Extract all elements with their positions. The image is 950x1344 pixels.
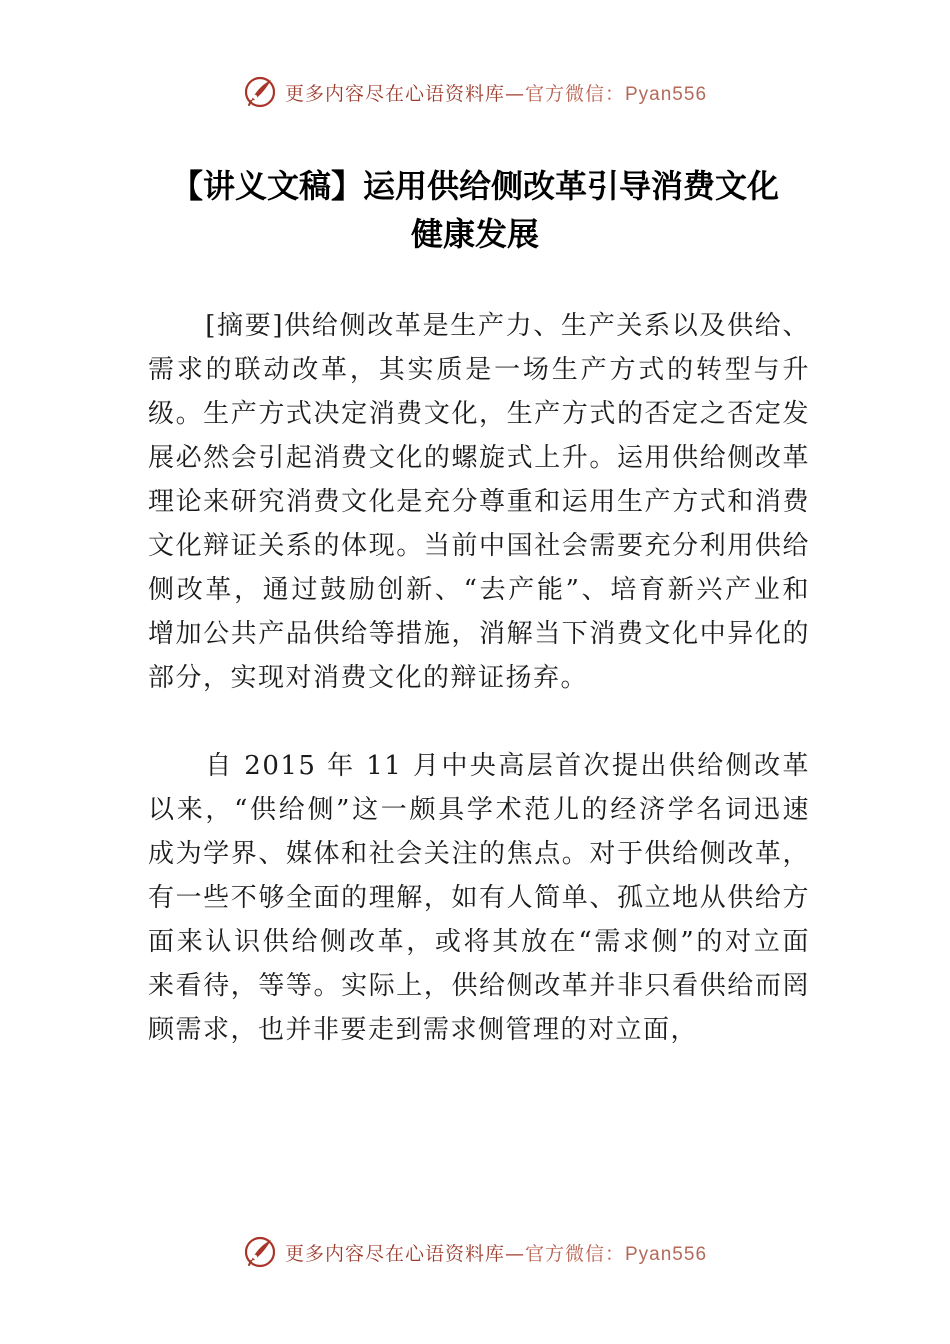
banner-wechat-id: Pyan556 xyxy=(625,1243,708,1265)
banner-prefix: 更多内容尽在心语资料库— xyxy=(284,1242,525,1265)
banner-prefix: 更多内容尽在心语资料库— xyxy=(284,82,525,105)
footer-banner xyxy=(0,1232,950,1272)
banner-text xyxy=(285,79,707,106)
quill-pen-logo-icon xyxy=(243,75,277,109)
body-paragraph: 自 2015 年 11 月中央高层首次提出供给侧改革以来，“供给侧”这一颇具学术范儿的经济学名词迅速成为学界、媒体和社会关注的焦点。对于供给侧改革，有一些不够全面的理解，如有人简单、孤立地从供给方面来认识供给侧改革，或将其放在“需求侧”的对立面来看待，等等。实际上，供给侧改革并非只看供给而罔顾需求，也并非要走到需求侧管理的对立面， xyxy=(148,751,810,1045)
banner-wechat-id: Pyan556 xyxy=(625,83,708,105)
body-block xyxy=(148,744,810,1052)
abstract-block xyxy=(148,304,810,700)
banner-wechat-label: 官方微信： xyxy=(524,1242,625,1265)
document-title xyxy=(120,162,830,258)
banner-wechat-label: 官方微信： xyxy=(524,82,625,105)
title-line-1: 【讲义文稿】运用供给侧改革引导消费文化 xyxy=(170,167,779,205)
abstract-paragraph: [摘要]供给侧改革是生产力、生产关系以及供给、需求的联动改革，其实质是一场生产方式的转型与升级。生产方式决定消费文化，生产方式的否定之否定发展必然会引起消费文化的螺旋式上升。运用供给侧改革理论来研究消费文化是充分尊重和运用生产方式和消费文化辩证关系的体现。当前中国社会需要充分利用供给侧改革，通过鼓励创新、“去产能”、培育新兴产业和增加公共产品供给等措施，消解当下消费文化中异化的部分，实现对消费文化的辩证扬弃。 xyxy=(148,311,810,693)
header-banner xyxy=(0,72,950,112)
title-line-2: 健康发展 xyxy=(410,215,539,253)
banner-text xyxy=(285,1239,707,1266)
quill-pen-logo-icon xyxy=(243,1235,277,1269)
